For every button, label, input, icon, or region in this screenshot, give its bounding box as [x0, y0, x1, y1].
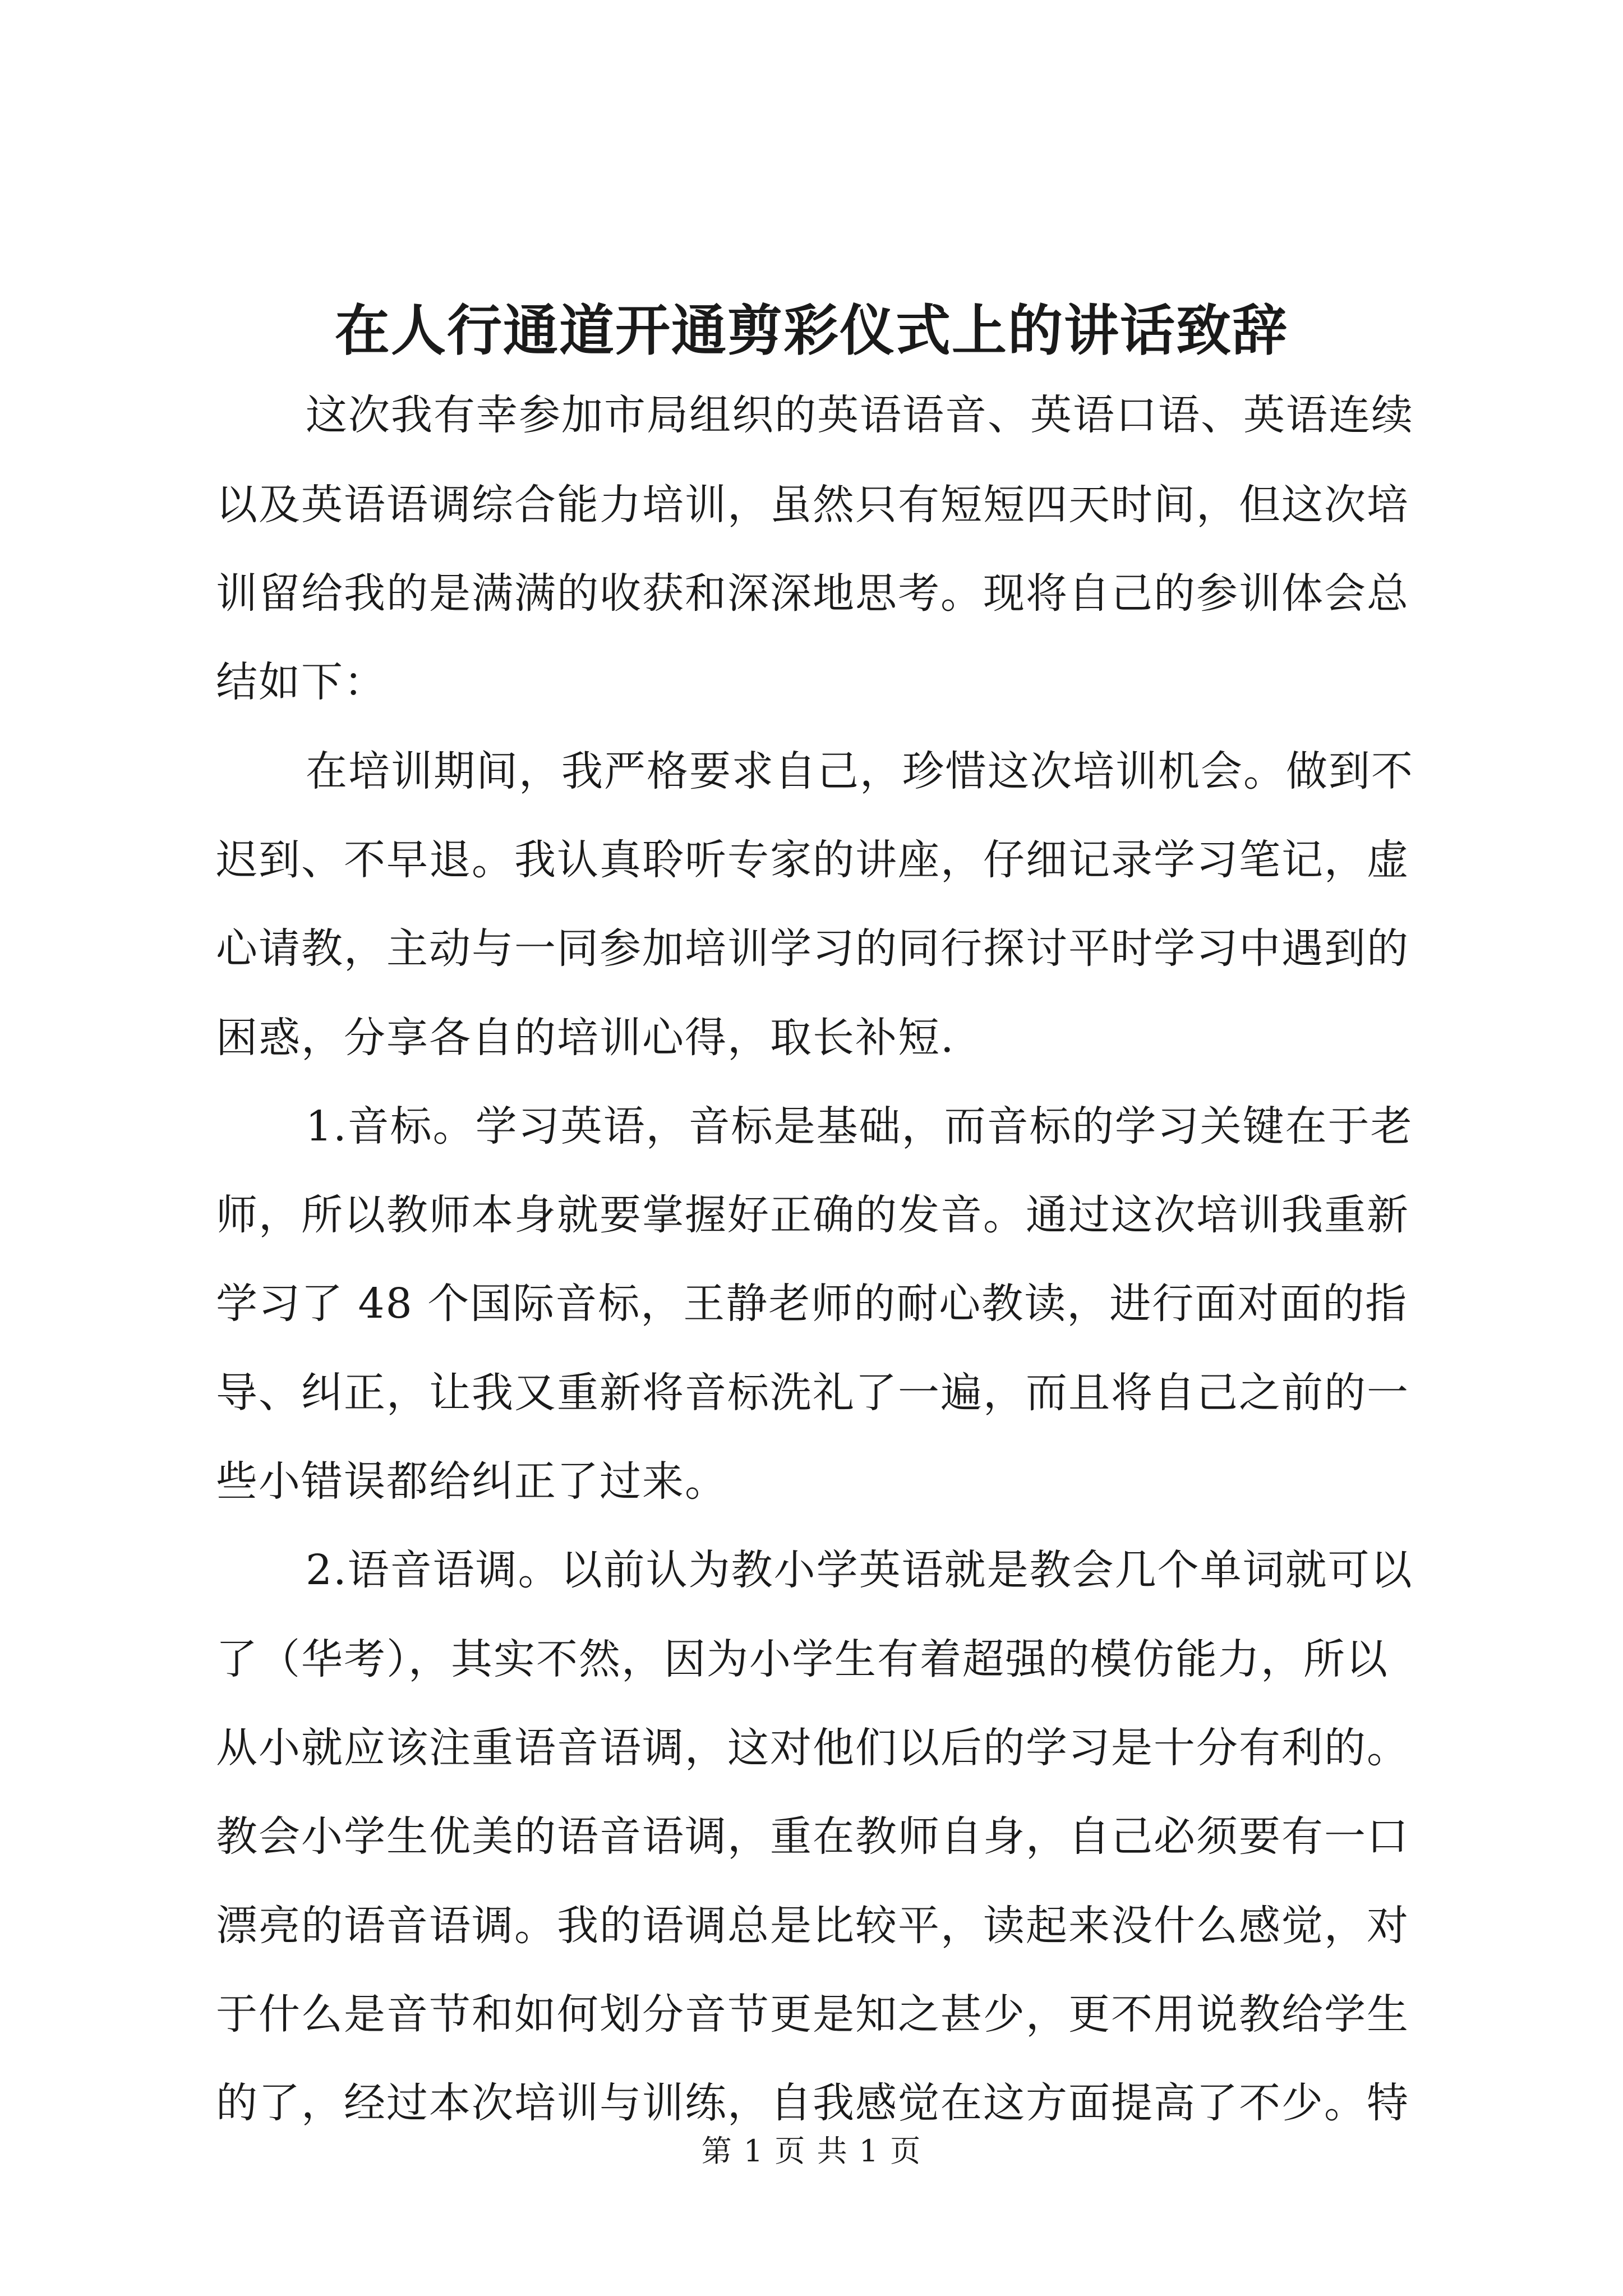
- paragraph-4-line-3: 从小就应该注重语音语调，这对他们以后的学习是十分有利的。: [216, 1724, 1409, 1772]
- paragraph-4-line-6: 于什么是音节和如何划分音节更是知之甚少，更不用说教给学生: [216, 1990, 1409, 2039]
- paragraph-3-line-3: 学习了 48 个国际音标，王静老师的耐心教读，进行面对面的指: [216, 1280, 1408, 1328]
- paragraph-3-line-5: 些小错误都给纠正了过来。: [216, 1457, 727, 1506]
- page-footer: 第 1 页 共 1 页: [701, 2133, 922, 2169]
- paragraph-4-line-1: 2.语音语调。以前认为教小学英语就是教会几个单词就可以: [306, 1546, 1413, 1594]
- paragraph-2-line-1: 在培训期间，我严格要求自己，珍惜这次培训机会。做到不: [306, 747, 1414, 795]
- paragraph-1-line-4: 结如下：: [216, 658, 386, 706]
- paragraph-2-line-2: 迟到、不早退。我认真聆听专家的讲座，仔细记录学习笔记，虚: [216, 836, 1409, 884]
- paragraph-4-line-4: 教会小学生优美的语音语调，重在教师自身，自己必须要有一口: [216, 1812, 1409, 1861]
- paragraph-3-line-1: 1.音标。学习英语，音标是基础，而音标的学习关键在于老: [306, 1102, 1413, 1151]
- paragraph-1-line-1: 这次我有幸参加市局组织的英语语音、英语口语、英语连续: [306, 391, 1414, 439]
- paragraph-4-line-7: 的了，经过本次培训与训练，自我感觉在这方面提高了不少。特: [216, 2079, 1409, 2127]
- paragraph-1-line-3: 训留给我的是满满的收获和深深地思考。现将自己的参训体会总: [216, 569, 1409, 618]
- paragraph-4-line-5: 漂亮的语音语调。我的语调总是比较平，读起来没什么感觉，对: [216, 1902, 1409, 1950]
- paragraph-4-line-2: 了（华考），其实不然，因为小学生有着超强的模仿能力，所以: [216, 1635, 1389, 1683]
- document-title: 在人行通道开通剪彩仪式上的讲话致辞: [334, 298, 1288, 363]
- paragraph-3-line-4: 导、纠正，让我又重新将音标洗礼了一遍，而且将自己之前的一: [216, 1369, 1409, 1417]
- paragraph-3-line-2: 师，所以教师本身就要掌握好正确的发音。通过这次培训我重新: [216, 1191, 1409, 1239]
- paragraph-2-line-4: 困惑，分享各自的培训心得，取长补短.: [216, 1014, 955, 1062]
- paragraph-2-line-3: 心请教，主动与一同参加培训学习的同行探讨平时学习中遇到的: [216, 924, 1409, 973]
- paragraph-1-line-2: 以及英语语调综合能力培训，虽然只有短短四天时间，但这次培: [216, 481, 1409, 529]
